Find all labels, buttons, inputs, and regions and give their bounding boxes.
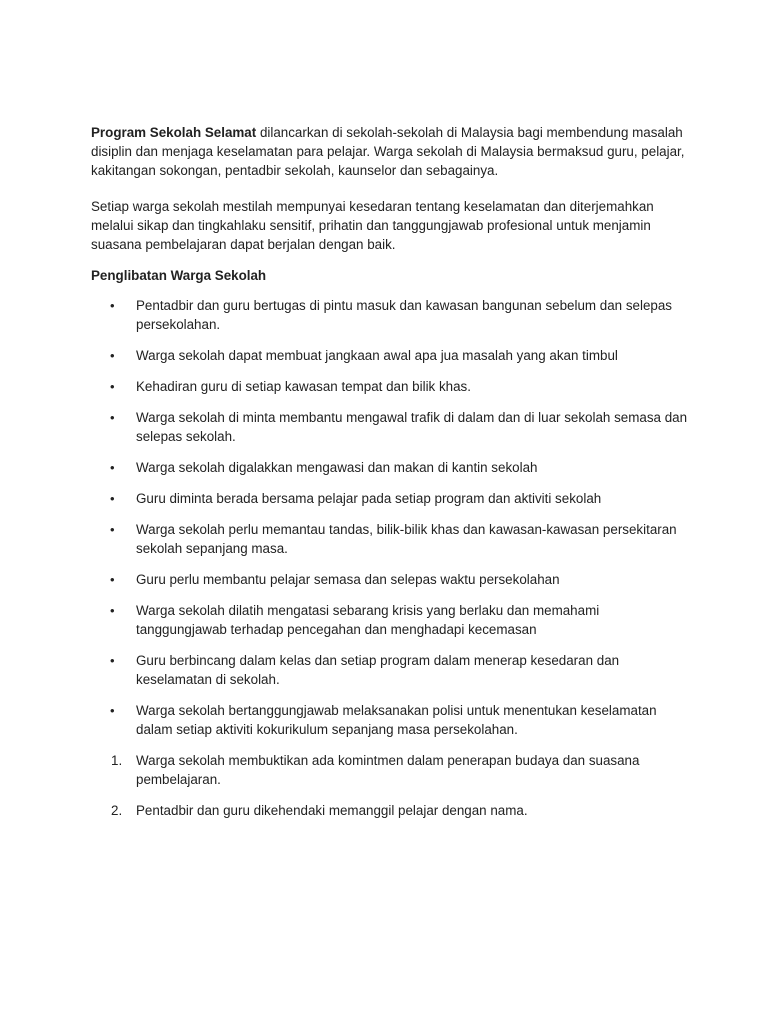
bullet-text: Guru perlu membantu pelajar semasa dan selepas waktu persekolahan: [136, 572, 560, 587]
bullet-item: [91, 570, 691, 589]
bullet-item: [91, 458, 691, 477]
intro-lead: Program Sekolah Selamat: [91, 125, 257, 140]
bullet-text: Kehadiran guru di setiap kawasan tempat dan bilik khas.: [136, 379, 471, 394]
list-number: 1.: [111, 753, 123, 768]
bullet-text: Warga sekolah di minta membantu mengawal trafik di dalam dan di luar sekolah semasa dan selepas sekolah.: [136, 410, 688, 444]
bullet-icon: •: [110, 460, 115, 475]
bullet-item: [91, 601, 691, 639]
bullet-text: Warga sekolah dilatih mengatasi sebarang krisis yang berlaku dan memahami tanggungjawab terhadap pencegahan dan menghadapi kecemasan: [136, 603, 600, 637]
intro-paragraph: [91, 123, 691, 180]
numbered-item: [91, 801, 691, 820]
bullet-item: [91, 520, 691, 558]
bullet-icon: •: [110, 522, 115, 537]
bullet-text: Guru diminta berada bersama pelajar pada setiap program dan aktiviti sekolah: [136, 491, 602, 506]
bullet-item: [91, 377, 691, 396]
bullet-item: [91, 651, 691, 689]
bullet-item: [91, 346, 691, 365]
safety-awareness-paragraph: Setiap warga sekolah mestilah mempunyai kesedaran tentang keselamatan dan diterjemahkan melalui sikap dan tingkahlaku sensitif, prihatin dan tanggungjawab profesional untuk menjamin suasana pembelajaran dapat berjalan dengan baik.: [91, 199, 654, 252]
bullet-item: [91, 408, 691, 446]
bullet-item: [91, 489, 691, 508]
bullet-text: Warga sekolah digalakkan mengawasi dan makan di kantin sekolah: [136, 460, 538, 475]
numbered-text: Warga sekolah membuktikan ada komintmen dalam penerapan budaya dan suasana pembelajaran.: [136, 753, 640, 787]
numbered-item: [91, 751, 691, 789]
section-heading: Penglibatan Warga Sekolah: [91, 268, 267, 283]
bullet-icon: •: [110, 410, 115, 425]
bullet-icon: •: [110, 298, 115, 313]
numbered-list: [91, 751, 691, 820]
bullet-item: [91, 701, 691, 739]
bullet-text: Guru berbincang dalam kelas dan setiap program dalam menerap kesedaran dan keselamatan di sekolah.: [136, 653, 620, 687]
list-number: 2.: [111, 803, 123, 818]
bullet-icon: •: [110, 348, 115, 363]
intro-text: dilancarkan di sekolah-sekolah di Malaysia bagi membendung masalah disiplin dan menjaga keselamatan para pelajar. Warga sekolah di Malaysia bermaksud guru, pelajar, kakitangan sokongan, pentadbir sekolah, kaunselor dan sebagainya.: [91, 125, 685, 178]
bullet-item: [91, 296, 691, 334]
bullet-text: Warga sekolah perlu memantau tandas, bilik-bilik khas dan kawasan-kawasan persekitaran sekolah sepanjang masa.: [136, 522, 677, 556]
bullet-list: [91, 296, 691, 739]
bullet-text: Warga sekolah bertanggungjawab melaksanakan polisi untuk menentukan keselamatan dalam setiap aktiviti kokurikulum sepanjang masa persekolahan.: [136, 703, 657, 737]
bullet-text: Pentadbir dan guru bertugas di pintu masuk dan kawasan bangunan sebelum dan selepas persekolahan.: [136, 298, 672, 332]
bullet-text: Warga sekolah dapat membuat jangkaan awal apa jua masalah yang akan timbul: [136, 348, 618, 363]
bullet-icon: •: [110, 491, 115, 506]
bullet-icon: •: [110, 572, 115, 587]
bullet-icon: •: [110, 379, 115, 394]
numbered-text: Pentadbir dan guru dikehendaki memanggil pelajar dengan nama.: [136, 803, 528, 818]
bullet-icon: •: [110, 603, 115, 618]
bullet-icon: •: [110, 703, 115, 718]
bullet-icon: •: [110, 653, 115, 668]
document-page: [91, 123, 691, 832]
